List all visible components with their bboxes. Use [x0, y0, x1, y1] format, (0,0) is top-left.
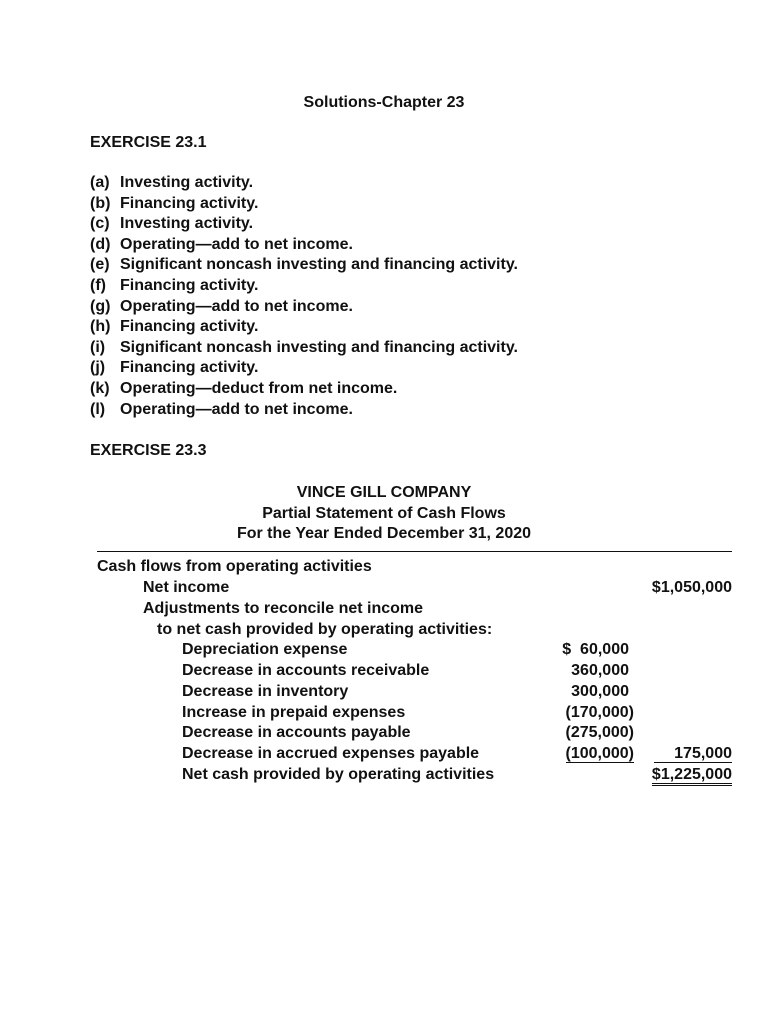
adjustments-heading-row	[97, 599, 732, 620]
item-text: Operating—add to net income.	[120, 400, 353, 418]
page-title: Solutions-Chapter 23	[303, 94, 465, 111]
table-row	[97, 661, 732, 682]
net-income-label: Net income	[143, 579, 230, 596]
item-label: (j)	[90, 359, 106, 377]
table-row	[97, 703, 732, 724]
item-label: (l)	[90, 400, 106, 418]
adjustment-label: Increase in prepaid expenses	[182, 704, 406, 721]
item-text: Financing activity.	[120, 276, 259, 294]
adjustment-label: Decrease in accounts payable	[182, 724, 411, 741]
header-divider	[97, 551, 732, 552]
item-text: Financing activity.	[120, 194, 259, 212]
item-text: Investing activity.	[120, 215, 254, 233]
adjustment-value: 300,000	[571, 683, 629, 700]
statement-title: Partial Statement of Cash Flows	[262, 505, 506, 522]
item-text: Operating—add to net income.	[120, 235, 353, 253]
item-text: Operating—deduct from net income.	[120, 379, 398, 397]
table-row	[97, 744, 732, 765]
item-text: Operating—add to net income.	[120, 297, 353, 315]
item-label: (h)	[90, 318, 111, 336]
net-cash-row	[97, 765, 732, 786]
adjustment-value: 360,000	[571, 662, 629, 679]
adjustments-subheading-row	[97, 620, 732, 641]
item-text: Financing activity.	[120, 318, 259, 336]
net-cash-label: Net cash provided by operating activities	[182, 766, 495, 783]
item-text: Significant noncash investing and financing activity.	[120, 256, 518, 274]
item-label: (c)	[90, 215, 110, 233]
adjustment-value: (170,000)	[565, 704, 634, 721]
item-label: (g)	[90, 297, 111, 315]
net-income-value: $1,050,000	[651, 579, 732, 596]
adjustment-label: Decrease in inventory	[182, 683, 349, 700]
item-label: (d)	[90, 235, 111, 253]
item-text: Significant noncash investing and financing activity.	[120, 338, 518, 356]
item-label: (k)	[90, 379, 110, 397]
adjustment-value: (275,000)	[565, 724, 634, 741]
section-heading: Cash flows from operating activities	[97, 558, 372, 575]
item-text: Investing activity.	[120, 174, 254, 191]
adjustments-heading: Adjustments to reconcile net income	[143, 600, 424, 617]
adjustment-label: Decrease in accounts receivable	[182, 662, 430, 679]
table-row	[97, 723, 732, 744]
item-label: (a)	[90, 174, 110, 191]
exercise-23-3-heading: EXERCISE 23.3	[90, 442, 207, 459]
adjustments-total: 175,000	[654, 745, 732, 763]
adjustment-value: (100,000)	[565, 745, 634, 762]
adjustment-label: Decrease in accrued expenses payable	[182, 745, 480, 762]
adjustment-value: $ 60,000	[562, 641, 629, 658]
section-heading-row	[97, 557, 732, 578]
statement-period: For the Year Ended December 31, 2020	[236, 525, 532, 542]
net-income-row	[97, 578, 732, 599]
company-name: VINCE GILL COMPANY	[296, 484, 472, 501]
table-row	[97, 682, 732, 703]
exercise-23-1-heading: EXERCISE 23.1	[90, 134, 207, 151]
item-label: (f)	[90, 276, 106, 294]
table-row	[97, 640, 732, 661]
item-label: (e)	[90, 256, 110, 274]
item-label: (i)	[90, 338, 106, 356]
adjustment-label: Depreciation expense	[182, 641, 348, 658]
item-text: Financing activity.	[120, 359, 259, 377]
item-label: (b)	[90, 194, 111, 212]
adjustments-subheading: to net cash provided by operating activities:	[157, 621, 493, 638]
net-cash-value: $1,225,000	[652, 766, 732, 786]
